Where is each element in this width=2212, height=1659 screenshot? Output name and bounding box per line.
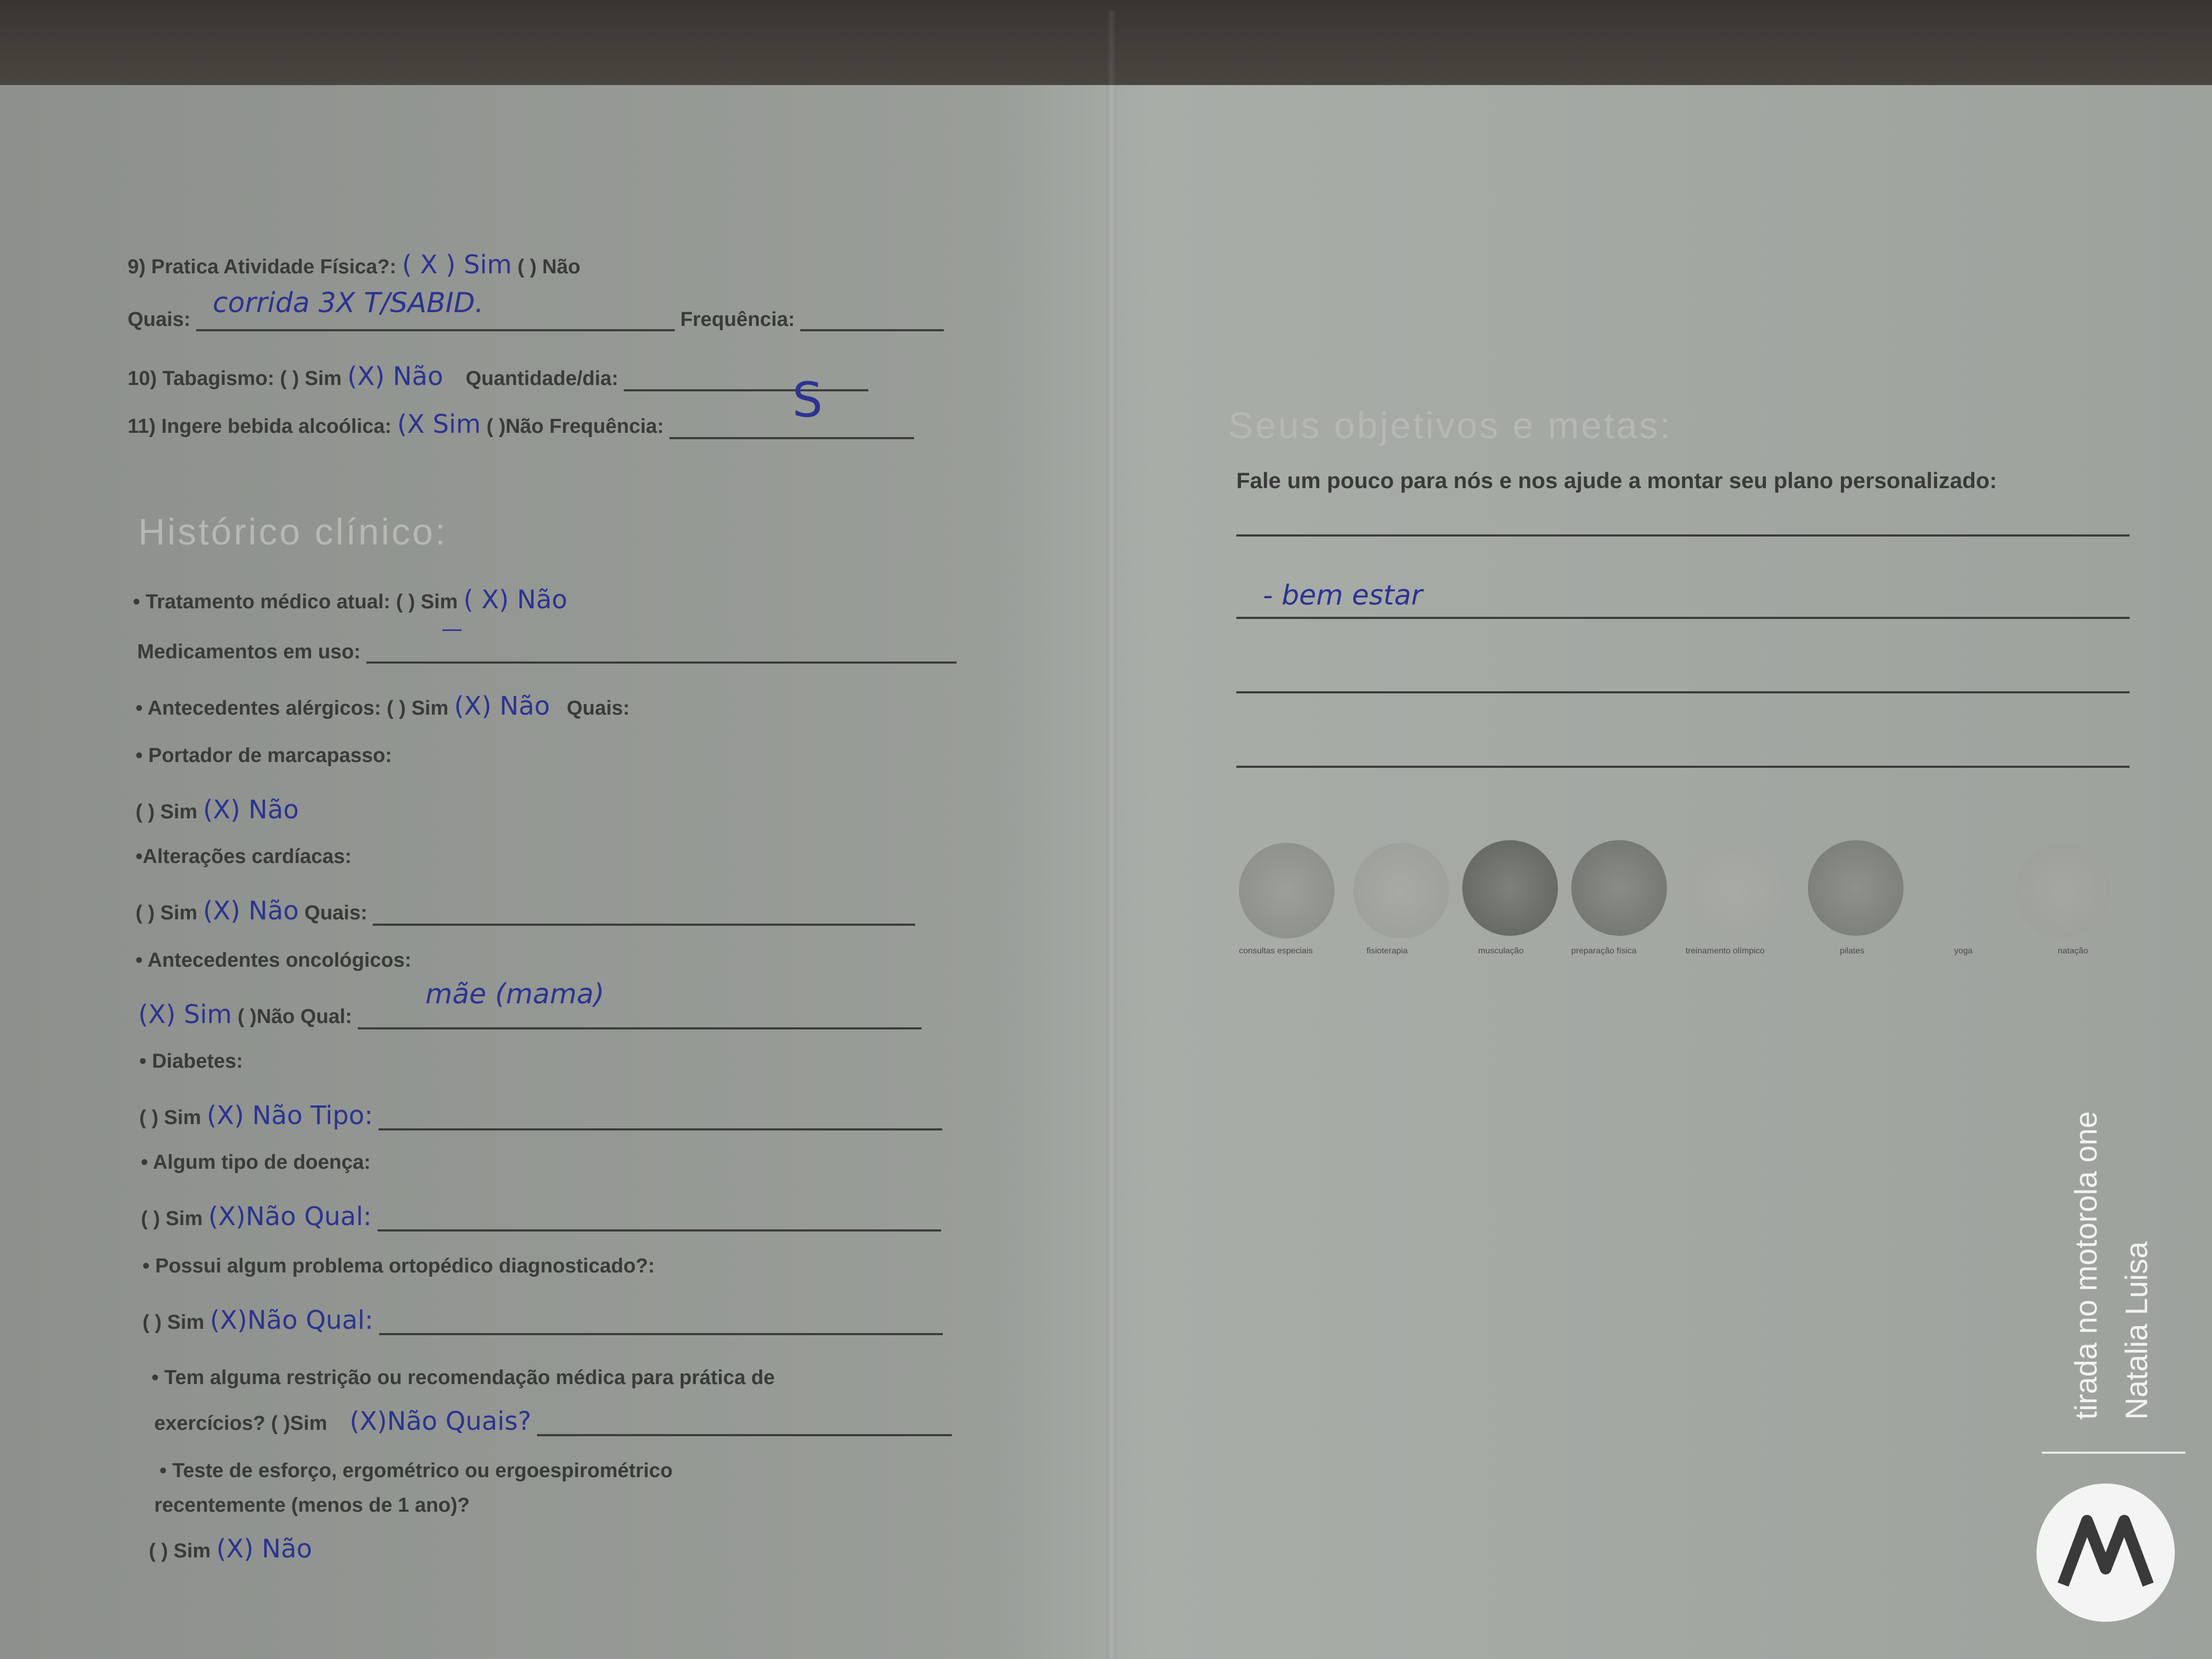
service-label: natação <box>2058 946 2088 956</box>
q9-freq-label: Frequência: <box>680 308 795 331</box>
doenca-field[interactable] <box>378 1213 941 1231</box>
watermark-device: tirada no motorola one <box>2069 1111 2104 1420</box>
oncologicos-value: mãe (mama) <box>425 978 605 1010</box>
cardiacas-sim[interactable]: ( ) Sim <box>136 902 198 924</box>
objetivos-answer: - bem estar <box>1263 580 1423 611</box>
service-icon-2 <box>1353 843 1449 939</box>
cardiacas-quais: Quais: <box>304 902 367 924</box>
cardiacas-nao[interactable]: (X) Não <box>203 896 299 926</box>
services-icons <box>1239 840 2116 957</box>
medicamentos-label: Medicamentos em uso: <box>137 641 361 663</box>
doenca-label: • Algum tipo de doença: <box>141 1151 371 1174</box>
medicamentos-row <box>137 641 957 664</box>
service-label: treinamento olímpico <box>1686 946 1765 956</box>
q9-row <box>128 250 580 280</box>
q10-row <box>128 362 868 391</box>
marcapasso-label: • Portador de marcapasso: <box>136 744 392 767</box>
service-label: consultas especiais <box>1239 946 1313 956</box>
ortopedico-label: • Possui algum problema ortopédico diagnosticado?: <box>143 1255 655 1277</box>
q9-sim[interactable]: ( X ) Sim <box>402 250 512 280</box>
motorola-logo-icon <box>2037 1484 2175 1622</box>
tratamento-nao[interactable]: ( X) Não <box>463 585 567 615</box>
q11-freq-label: Frequência: <box>549 415 664 438</box>
watermark-divider <box>2042 1452 2185 1454</box>
diabetes-options <box>139 1101 942 1130</box>
restricao-label: • Tem alguma restrição ou recomendação médica para prática de <box>152 1367 775 1389</box>
q9-nao[interactable]: ( ) Não <box>517 256 581 278</box>
tratamento-sim[interactable]: ( ) Sim <box>396 591 458 613</box>
alergicos-row <box>136 691 630 721</box>
cardiacas-field[interactable] <box>373 908 915 926</box>
medicamentos-value: — <box>441 617 463 641</box>
service-icon-3 <box>1462 840 1558 936</box>
teste-label-2: recentemente (menos de 1 ano)? <box>154 1494 470 1516</box>
teste-options <box>149 1534 312 1564</box>
q10-qty-field[interactable] <box>624 373 868 391</box>
q10-qty-label: Quantidade/dia: <box>465 367 618 390</box>
tratamento-label: • Tratamento médico atual: <box>133 591 391 613</box>
marcapasso-sim[interactable]: ( ) Sim <box>136 801 198 823</box>
ortopedico-field[interactable] <box>379 1317 943 1335</box>
restricao-sim[interactable]: exercícios? ( )Sim <box>154 1412 328 1435</box>
cardiacas-label: •Alterações cardíacas: <box>136 845 352 868</box>
teste-label: • Teste de esforço, ergométrico ou ergoespirométrico <box>160 1460 673 1482</box>
watermark-user: Natalia Luisa <box>2119 1241 2154 1420</box>
q9-label: 9) Pratica Atividade Física?: <box>128 256 397 278</box>
oncologicos-nao[interactable]: ( )Não Qual: <box>237 1006 353 1028</box>
alergicos-nao[interactable]: (X) Não <box>454 691 550 721</box>
ortopedico-sim[interactable]: ( ) Sim <box>143 1311 205 1334</box>
service-icon-4 <box>1571 840 1667 936</box>
diabetes-field[interactable] <box>379 1112 942 1130</box>
q9-freq-field[interactable] <box>800 313 944 331</box>
q9-quais-value: corrida 3X T/SABID. <box>213 287 484 319</box>
service-label: yoga <box>1954 946 1973 956</box>
marcapasso-nao[interactable]: (X) Não <box>203 795 299 825</box>
q10-sim[interactable]: ( ) Sim <box>280 367 342 390</box>
camera-watermark <box>2031 1058 2207 1643</box>
service-icon-5 <box>1686 843 1781 939</box>
objetivos-line-2[interactable] <box>1236 617 2130 619</box>
service-label: pilates <box>1840 946 1865 956</box>
historico-title: Histórico clínico: <box>138 511 448 552</box>
ortopedico-nao[interactable]: (X)Não Qual: <box>210 1305 374 1335</box>
marcapasso-options <box>136 795 299 825</box>
doenca-nao[interactable]: (X)Não Qual: <box>208 1202 372 1231</box>
restricao-nao[interactable]: (X)Não Quais? <box>349 1406 532 1436</box>
q11-label: 11) Ingere bebida alcoólica: <box>128 415 392 438</box>
doenca-sim[interactable]: ( ) Sim <box>141 1208 203 1230</box>
objetivos-title: Seus objetivos e metas: <box>1228 405 1673 446</box>
q11-sim[interactable]: (X Sim <box>397 409 481 439</box>
oncologicos-sim[interactable]: (X) Sim <box>138 1000 232 1029</box>
oncologicos-field[interactable] <box>358 1011 921 1029</box>
diabetes-nao[interactable]: (X) Não Tipo: <box>206 1101 373 1130</box>
service-label: preparação física <box>1571 946 1637 956</box>
tratamento-row <box>133 585 567 615</box>
oncologicos-label: • Antecedentes oncológicos: <box>136 949 412 971</box>
doenca-options <box>141 1202 941 1231</box>
service-icon-1 <box>1239 843 1335 939</box>
diabetes-sim[interactable]: ( ) Sim <box>139 1107 202 1129</box>
service-icon-6 <box>1808 840 1904 936</box>
teste-sim[interactable]: ( ) Sim <box>149 1540 211 1562</box>
q11-freq-value: S <box>792 372 823 428</box>
alergicos-label: • Antecedentes alérgicos: ( ) Sim <box>136 697 449 719</box>
alergicos-quais: Quais: <box>566 697 630 719</box>
ortopedico-options <box>143 1305 943 1335</box>
q11-nao[interactable]: ( )Não <box>486 415 544 438</box>
medicamentos-field[interactable] <box>366 646 957 664</box>
objetivos-prompt: Fale um pouco para nós e nos ajude a montar seu plano personalizado: <box>1236 468 1997 493</box>
q10-label: 10) Tabagismo: <box>128 367 274 390</box>
objetivos-line-4[interactable] <box>1236 766 2130 768</box>
cardiacas-options <box>136 896 915 926</box>
restricao-field[interactable] <box>537 1418 952 1436</box>
objetivos-line-1[interactable] <box>1236 534 2130 537</box>
service-label: fisioterapia <box>1367 946 1408 956</box>
service-icon-7 <box>2015 843 2111 939</box>
teste-nao[interactable]: (X) Não <box>216 1534 312 1564</box>
q10-nao[interactable]: (X) Não <box>347 362 443 391</box>
q9-quais-label: Quais: <box>128 308 191 331</box>
diabetes-label: • Diabetes: <box>139 1050 243 1073</box>
objetivos-line-3[interactable] <box>1236 691 2130 693</box>
service-label: musculação <box>1478 946 1524 956</box>
restricao-options <box>154 1406 952 1436</box>
